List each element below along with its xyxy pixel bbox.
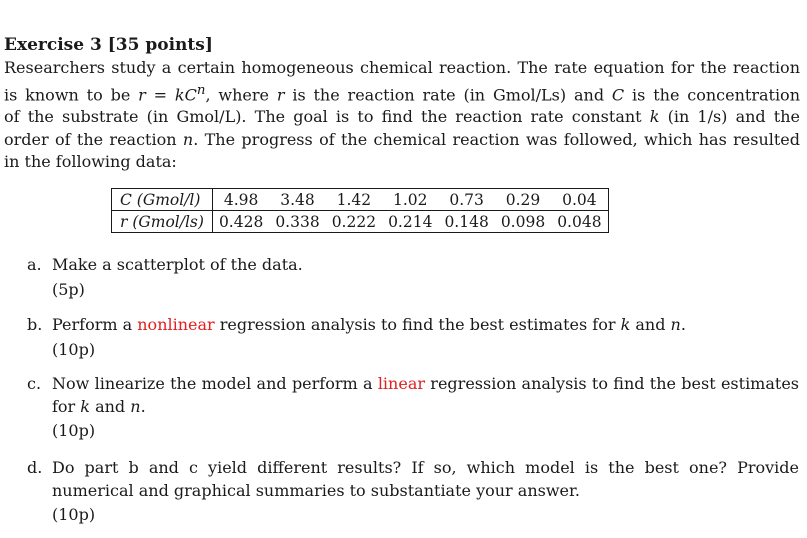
question-c-line-2: for k and n. bbox=[52, 396, 146, 416]
intro-line-2: is known to be $r = kC^n$, where r is the reaction rate (in Gmol/Ls) and C is the concentration bbox=[4, 82, 800, 104]
question-d-points: (10p) bbox=[52, 505, 96, 524]
intro-line-5: in the following data: bbox=[4, 152, 177, 172]
exercise-title: Exercise 3 [35 points] bbox=[4, 35, 213, 55]
table-cell: 0.148 bbox=[438, 211, 494, 233]
data-table bbox=[111, 188, 609, 233]
intro-line-1: Researchers study a certain homogeneous chemical reaction. The rate equation for the reaction bbox=[4, 58, 800, 77]
table-cell: 0.29 bbox=[495, 189, 551, 211]
table-cell: 0.338 bbox=[269, 211, 325, 233]
intro-paragraph bbox=[4, 57, 800, 174]
question-b-text: Perform a nonlinear regression analysis to find the best estimates for k and n. bbox=[52, 315, 686, 334]
rate-equation: r = kC bbox=[138, 84, 197, 104]
table-cell: 0.098 bbox=[495, 211, 551, 233]
question-c-line-1: Now linearize the model and perform a linear regression analysis to find the best estimates bbox=[52, 374, 800, 393]
nonlinear-highlight: nonlinear bbox=[137, 315, 215, 334]
question-marker: a. bbox=[27, 255, 42, 274]
question-a-text: Make a scatterplot of the data. bbox=[52, 255, 303, 274]
table-row-concentration bbox=[112, 189, 609, 211]
table-cell: 4.98 bbox=[212, 189, 269, 211]
intro-line-4: order of the reaction n. The progress of the chemical reaction was followed, which has resulted bbox=[4, 129, 800, 149]
table-cell: 0.222 bbox=[326, 211, 382, 233]
table-cell: 0.048 bbox=[551, 211, 608, 233]
question-d-line-1: Do part b and c yield different results? If so, which model is the best one? Provide bbox=[52, 458, 799, 477]
table-cell: 0.73 bbox=[438, 189, 494, 211]
table-cell: 0.04 bbox=[551, 189, 608, 211]
table-cell: 3.48 bbox=[269, 189, 325, 211]
table-cell: 1.02 bbox=[382, 189, 438, 211]
question-a-points: (5p) bbox=[52, 279, 85, 299]
question-marker: c. bbox=[27, 374, 42, 393]
table-cell: 1.42 bbox=[326, 189, 382, 211]
table-cell: 0.428 bbox=[212, 211, 269, 233]
question-marker: b. bbox=[27, 315, 43, 334]
question-d-line-2: numerical and graphical summaries to substantiate your answer. bbox=[52, 480, 580, 500]
intro-line-3: of the substrate (in Gmol/L). The goal is to find the reaction rate constant k (in 1/s) and the bbox=[4, 107, 800, 127]
table-row-rate bbox=[112, 211, 609, 233]
question-c-points: (10p) bbox=[52, 421, 96, 440]
linear-highlight: linear bbox=[377, 374, 426, 393]
row-label-concentration: C (Gmol/l) bbox=[112, 189, 213, 211]
row-label-rate: r (Gmol/ls) bbox=[112, 211, 213, 233]
question-b-points: (10p) bbox=[52, 339, 96, 359]
question-marker: d. bbox=[27, 458, 43, 477]
table-cell: 0.214 bbox=[382, 211, 438, 233]
